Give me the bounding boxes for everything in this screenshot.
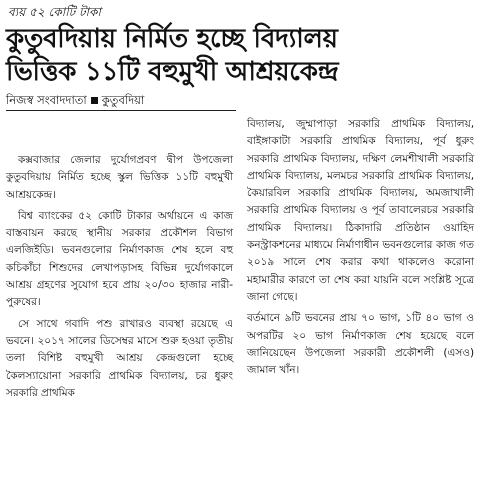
headline-line-2: ভিত্তিক ১১টি বহুমুখী আশ্রয়কেন্দ্র [6, 57, 339, 87]
paragraph: সে সাথে গবাদি পশু রাখারও ব্যবস্থা রয়েছে এ ভবনে। ২০১৭ সালের ডিসেম্বর মাসে শুরু হওয়া তৃতীয় তলা বিশিষ্ট বহুমুখী আশ্রয় কেন্দ্রগুলো হচ্ছে কৈলস্যায়োনা সরকারি প্রাথমিক বিদ্যালয়, চর ধুরুং সরকারি প্রাথমিক [6, 317, 233, 399]
left-column [6, 152, 233, 402]
article-body [6, 120, 474, 402]
square-icon [91, 97, 98, 104]
paragraph: বিদ্যালয়, জুম্মাপাড়া সরকারি প্রাথমিক বিদ্যালয়, বাইঙ্গাকাটা সরকারি প্রাথমিক বিদ্যালয়, পূর্ব ধুরুং সরকারি প্রাথমিক বিদ্যালয়, দক্ষিণ লেমশীখালী সরকারি প্রাথমিক বিদ্যালয়, মলমচর সরকারি প্রাথমিক বিদ্যালয়, কৈয়ারবিল সরকারি প্রাথমিক বিদ্যালয়, অমজাখালী সরকারি প্রাথমিক বিদ্যালয় ও পূর্ব তাবালেরচর সরকারি প্রাথমিক বিদ্যালয়। ঠিকাদারি প্রতিষ্ঠান ওয়াহিদ কনস্ট্রাকশনের মাধ্যমে নির্মাণাধীন ভবনগুলোর কাজ গত ২০১৯ সালে শেষ করার কথা থাকলেও করোনা মহামারীর কারণে তা শেষ করা যায়নি বলে সংশ্লিষ্ট সূত্রে জানা গেছে। [247, 118, 474, 303]
byline-author: নিজস্ব সংবাদদাতা [6, 93, 87, 107]
headline-line-1: কুতুবদিয়ায় নির্মিত হচ্ছে বিদ্যালয় [6, 24, 338, 54]
paragraph: বর্তমানে ৯টি ভবনের প্রায় ৭০ ভাগ, ১টি ৪০ ভাগ ও অপরটির ২০ ভাগ নির্মাণকাজ শেষ হয়েছে বলে জানিয়েছেন উপজেলা সরকারী প্রকৌশলী (এসও) জামাল খাঁন। [247, 312, 474, 377]
kicker: ব্যয় ৫২ কোটি টাকা [8, 5, 101, 19]
right-column [247, 116, 474, 402]
byline [6, 92, 236, 111]
paragraph: কক্সবাজার জেলার দুর্যোগপ্রবণ দ্বীপ উপজেলা কুতুবদিয়ায় নির্মিত হচ্ছে স্কুল ভিত্তিক ১১টি বহুমুখী আশ্রয়কেন্দ্র। [6, 154, 233, 201]
paragraph: বিশ্ব ব্যাংকের ৫২ কোটি টাকার অর্থায়নে এ কাজ বাস্তবায়ন করছে স্থানীয় সরকার প্রকৌশল বিভাগ এলজিইডি। ভবনগুলোর নির্মাণকাজ শেষ হলে বহু কচিকাঁচা শিশুদের লেখাপড়াসহ বিভিন্ন দুর্যোগকালে আশ্রয় গ্রহণের সুযোগ হবে প্রায় ২০/৩০ হাজার নারী-পুরুষের। [6, 209, 233, 309]
byline-location: কুতুবদিয়া [101, 93, 145, 107]
headline [6, 23, 475, 89]
byline-row [6, 92, 475, 111]
